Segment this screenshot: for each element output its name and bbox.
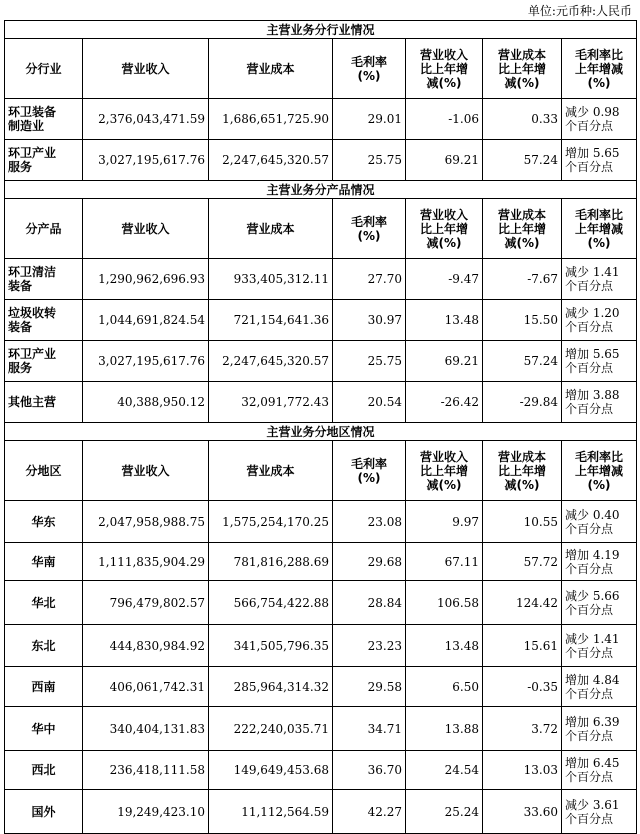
margin-change-cell: 增加 6.45 个百分点 (562, 751, 637, 790)
revenue-cell: 3,027,195,617.76 (83, 341, 209, 382)
revenue-cell: 1,111,835,904.29 (83, 543, 209, 581)
cost-cell: 222,240,035.71 (209, 707, 333, 751)
product-header-row (5, 199, 637, 259)
cost-cell: 149,649,453.68 (209, 751, 333, 790)
region-first-column-header: 分地区 (5, 441, 83, 501)
margin-cell: 29.58 (333, 667, 406, 707)
revenue-change-cell: 6.50 (406, 667, 483, 707)
cost-change-cell: 0.33 (483, 99, 562, 140)
product-first-column-header: 分产品 (5, 199, 83, 259)
revenue-change-cell: -9.47 (406, 259, 483, 300)
row-label: 华南 (5, 543, 83, 581)
cost-cell: 11,112,564.59 (209, 790, 333, 834)
margin-cell: 42.27 (333, 790, 406, 834)
margin-change-header: 毛利率比 上年增减 (%) (562, 199, 637, 259)
margin-cell: 25.75 (333, 140, 406, 181)
margin-change-cell: 增加 3.88 个百分点 (562, 382, 637, 423)
revenue-change-cell: 13.48 (406, 300, 483, 341)
cost-change-cell: 57.72 (483, 543, 562, 581)
margin-cell: 34.71 (333, 707, 406, 751)
revenue-cell: 3,027,195,617.76 (83, 140, 209, 181)
cost-change-header: 营业成本 比上年增 减(%) (483, 39, 562, 99)
industry-header-row (5, 39, 637, 99)
product-section-row (5, 181, 637, 199)
margin-change-cell: 减少 5.66 个百分点 (562, 581, 637, 625)
margin-cell: 30.97 (333, 300, 406, 341)
margin-change-cell: 减少 1.41 个百分点 (562, 625, 637, 667)
row-label: 环卫清洁 装备 (5, 259, 83, 300)
revenue-header: 营业收入 (83, 199, 209, 259)
region-section-row (5, 423, 637, 441)
revenue-cell: 2,047,958,988.75 (83, 501, 209, 543)
revenue-cell: 796,479,802.57 (83, 581, 209, 625)
row-label: 环卫装备 制造业 (5, 99, 83, 140)
cost-change-cell: 33.60 (483, 790, 562, 834)
cost-cell: 1,686,651,725.90 (209, 99, 333, 140)
margin-cell: 27.70 (333, 259, 406, 300)
industry-first-column-header: 分行业 (5, 39, 83, 99)
cost-change-cell: 13.03 (483, 751, 562, 790)
revenue-cell: 1,290,962,696.93 (83, 259, 209, 300)
revenue-cell: 444,830,984.92 (83, 625, 209, 667)
cost-change-cell: 3.72 (483, 707, 562, 751)
cost-change-cell: -29.84 (483, 382, 562, 423)
margin-change-header: 毛利率比 上年增减 (%) (562, 39, 637, 99)
revenue-cell: 236,418,111.58 (83, 751, 209, 790)
row-label: 华东 (5, 501, 83, 543)
margin-cell: 28.84 (333, 581, 406, 625)
margin-change-cell: 减少 0.98 个百分点 (562, 99, 637, 140)
cost-change-cell: 15.50 (483, 300, 562, 341)
revenue-change-cell: 13.48 (406, 625, 483, 667)
revenue-change-cell: 13.88 (406, 707, 483, 751)
margin-change-cell: 增加 4.84 个百分点 (562, 667, 637, 707)
revenue-change-cell: 9.97 (406, 501, 483, 543)
revenue-change-header: 营业收入 比上年增 减(%) (406, 39, 483, 99)
margin-cell: 23.23 (333, 625, 406, 667)
cost-cell: 781,816,288.69 (209, 543, 333, 581)
revenue-cell: 40,388,950.12 (83, 382, 209, 423)
row-label: 环卫产业 服务 (5, 341, 83, 382)
row-label: 环卫产业 服务 (5, 140, 83, 181)
row-label: 西北 (5, 751, 83, 790)
revenue-cell: 406,061,742.31 (83, 667, 209, 707)
margin-change-cell: 增加 5.65 个百分点 (562, 140, 637, 181)
margin-header: 毛利率 (%) (333, 441, 406, 501)
table-row (5, 300, 637, 341)
margin-cell: 36.70 (333, 751, 406, 790)
cost-change-cell: 124.42 (483, 581, 562, 625)
revenue-cell: 340,404,131.83 (83, 707, 209, 751)
product-section-title: 主营业务分产品情况 (5, 181, 637, 199)
cost-change-cell: -7.67 (483, 259, 562, 300)
cost-change-header: 营业成本 比上年增 减(%) (483, 199, 562, 259)
cost-cell: 285,964,314.32 (209, 667, 333, 707)
margin-cell: 29.68 (333, 543, 406, 581)
margin-change-cell: 增加 5.65 个百分点 (562, 341, 637, 382)
table-row (5, 707, 637, 751)
margin-cell: 23.08 (333, 501, 406, 543)
table-row (5, 751, 637, 790)
revenue-breakdown-table (4, 20, 637, 834)
row-label: 其他主营 (5, 382, 83, 423)
cost-change-cell: 10.55 (483, 501, 562, 543)
cost-cell: 32,091,772.43 (209, 382, 333, 423)
cost-cell: 933,405,312.11 (209, 259, 333, 300)
margin-change-cell: 增加 6.39 个百分点 (562, 707, 637, 751)
table-row (5, 790, 637, 834)
row-label: 华北 (5, 581, 83, 625)
margin-header: 毛利率 (%) (333, 199, 406, 259)
margin-change-cell: 减少 0.40 个百分点 (562, 501, 637, 543)
cost-change-cell: -0.35 (483, 667, 562, 707)
revenue-change-cell: -1.06 (406, 99, 483, 140)
revenue-change-header: 营业收入 比上年增 减(%) (406, 199, 483, 259)
cost-change-cell: 57.24 (483, 140, 562, 181)
margin-change-header: 毛利率比 上年增减 (%) (562, 441, 637, 501)
revenue-header: 营业收入 (83, 39, 209, 99)
revenue-cell: 2,376,043,471.59 (83, 99, 209, 140)
cost-cell: 341,505,796.35 (209, 625, 333, 667)
margin-cell: 20.54 (333, 382, 406, 423)
cost-change-cell: 15.61 (483, 625, 562, 667)
revenue-change-cell: 69.21 (406, 341, 483, 382)
margin-change-cell: 增加 4.19 个百分点 (562, 543, 637, 581)
cost-cell: 2,247,645,320.57 (209, 341, 333, 382)
row-label: 西南 (5, 667, 83, 707)
margin-change-cell: 减少 3.61 个百分点 (562, 790, 637, 834)
cost-cell: 2,247,645,320.57 (209, 140, 333, 181)
revenue-change-cell: 69.21 (406, 140, 483, 181)
table-row (5, 667, 637, 707)
margin-header: 毛利率 (%) (333, 39, 406, 99)
table-row (5, 259, 637, 300)
table-row (5, 501, 637, 543)
cost-header: 营业成本 (209, 39, 333, 99)
revenue-change-cell: 106.58 (406, 581, 483, 625)
revenue-change-cell: -26.42 (406, 382, 483, 423)
cost-change-header: 营业成本 比上年增 减(%) (483, 441, 562, 501)
region-section-title: 主营业务分地区情况 (5, 423, 637, 441)
table-row (5, 382, 637, 423)
row-label: 国外 (5, 790, 83, 834)
revenue-header: 营业收入 (83, 441, 209, 501)
cost-header: 营业成本 (209, 441, 333, 501)
cost-cell: 566,754,422.88 (209, 581, 333, 625)
revenue-change-cell: 24.54 (406, 751, 483, 790)
revenue-change-cell: 25.24 (406, 790, 483, 834)
table-row (5, 341, 637, 382)
margin-cell: 25.75 (333, 341, 406, 382)
row-label: 东北 (5, 625, 83, 667)
table-row (5, 99, 637, 140)
region-header-row (5, 441, 637, 501)
row-label: 华中 (5, 707, 83, 751)
revenue-cell: 19,249,423.10 (83, 790, 209, 834)
unit-label: 单位:元币种:人民币 (527, 4, 632, 18)
cost-change-cell: 57.24 (483, 341, 562, 382)
margin-cell: 29.01 (333, 99, 406, 140)
cost-cell: 721,154,641.36 (209, 300, 333, 341)
table-row (5, 581, 637, 625)
revenue-change-cell: 67.11 (406, 543, 483, 581)
revenue-change-header: 营业收入 比上年增 减(%) (406, 441, 483, 501)
table-row (5, 543, 637, 581)
cost-cell: 1,575,254,170.25 (209, 501, 333, 543)
margin-change-cell: 减少 1.20 个百分点 (562, 300, 637, 341)
row-label: 垃圾收转 装备 (5, 300, 83, 341)
industry-section-title: 主营业务分行业情况 (5, 21, 637, 39)
table-row (5, 625, 637, 667)
table-row (5, 140, 637, 181)
cost-header: 营业成本 (209, 199, 333, 259)
revenue-cell: 1,044,691,824.54 (83, 300, 209, 341)
industry-section-row (5, 21, 637, 39)
margin-change-cell: 减少 1.41 个百分点 (562, 259, 637, 300)
